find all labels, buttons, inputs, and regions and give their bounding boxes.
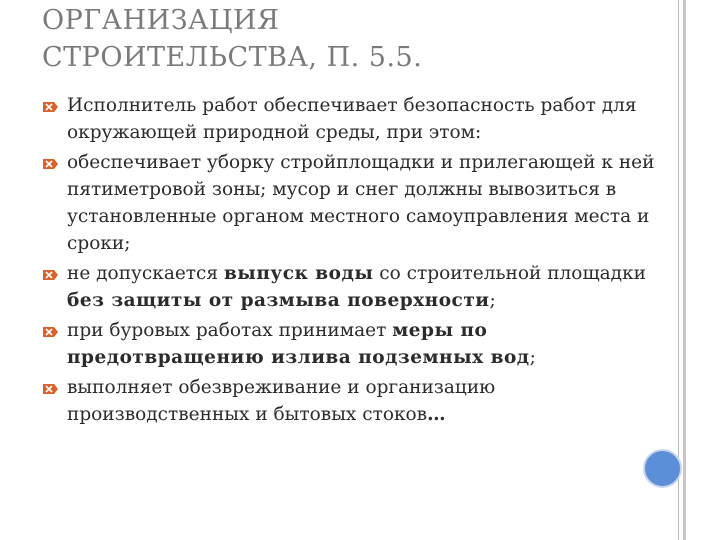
bullet-item <box>42 92 672 146</box>
bullet-item <box>42 260 672 314</box>
bullet-text-part: выполняет обезвреживание и организацию производственных и бытовых стоков <box>67 377 496 425</box>
flag-bullet-icon <box>42 266 59 281</box>
flag-bullet-icon <box>42 380 59 395</box>
bullet-text-part: ; <box>489 290 496 311</box>
bullet-list <box>42 92 672 431</box>
bullet-text-part: со строительной площадки <box>373 263 646 284</box>
flag-bullet-icon <box>42 98 59 113</box>
right-border-bar <box>683 0 686 540</box>
decorative-circle <box>643 449 682 488</box>
bullet-bold-text: без защиты от размыва поверхности <box>67 290 490 311</box>
bullet-bold-text: … <box>427 404 447 425</box>
slide-title-line-2: СТРОИТЕЛЬСТВА, П. 5.5. <box>42 42 423 73</box>
bullet-bold-text: выпуск воды <box>223 263 374 284</box>
flag-bullet-icon <box>42 155 59 170</box>
slide-title-line-1: ОРГАНИЗАЦИЯ <box>42 5 280 36</box>
bullet-text-part: при буровых работах принимает <box>67 320 393 341</box>
bullet-text-part: ; <box>529 347 536 368</box>
bullet-text: Исполнитель работ обеспечивает безопасность работ для окружающей природной среды, при этом: <box>67 95 637 143</box>
flag-bullet-icon <box>42 323 59 338</box>
bullet-text-part: не допускается <box>67 263 224 284</box>
bullet-item <box>42 149 672 257</box>
bullet-bold-text: меры по предотвращению излива подземных вод <box>67 320 530 368</box>
bullet-text: обеспечивает уборку стройплощадки и прилегающей к ней пятиметровой зоны; мусор и снег должны вывозиться в установленные органом местного самоуправления места и сроки; <box>67 152 655 254</box>
bullet-item <box>42 374 672 428</box>
bullet-item <box>42 317 672 371</box>
slide-title <box>42 2 662 76</box>
